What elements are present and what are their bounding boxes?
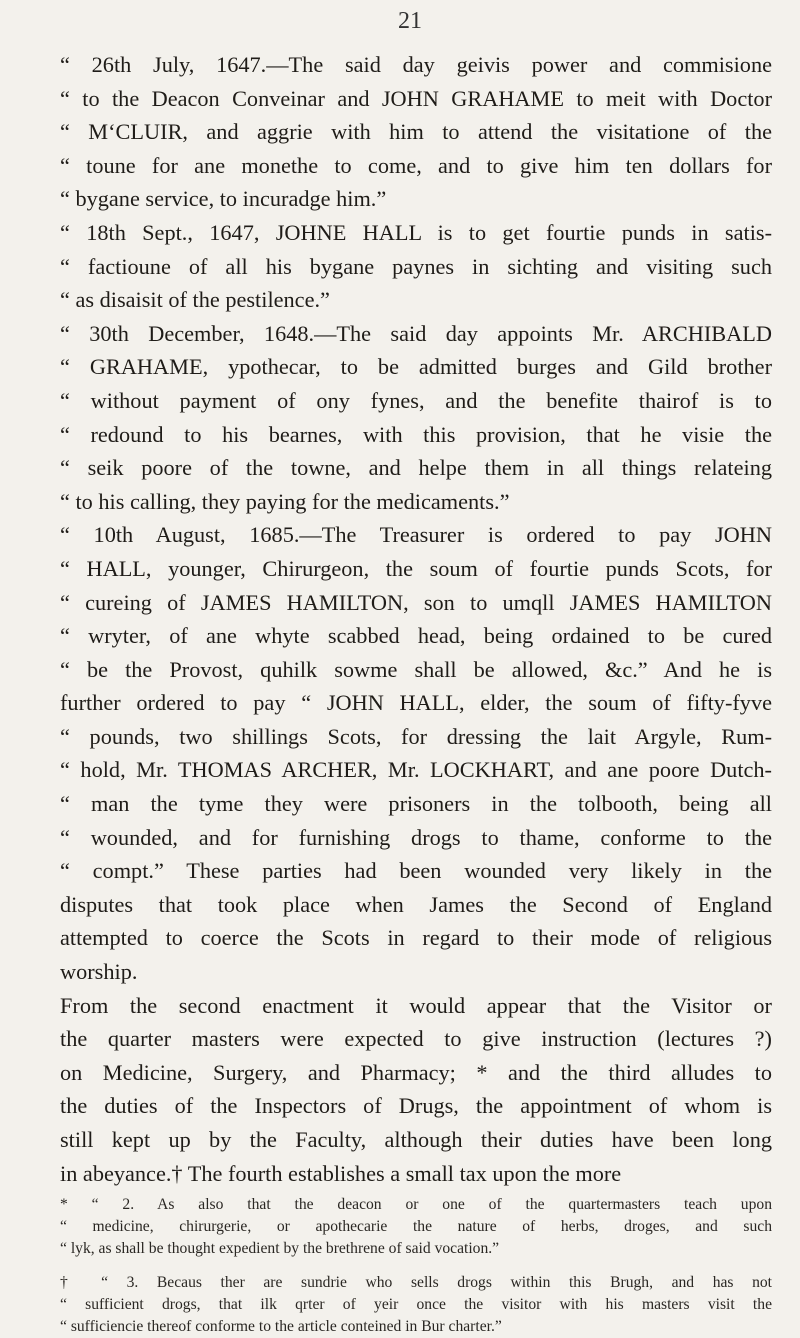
text-line: “ be the Provost, quhilk sowme shall be allowed, &c.” And he is — [60, 656, 772, 682]
text-line: attempted to coerce the Scots in regard to their mode of religious — [60, 925, 772, 951]
page-number: 21 — [398, 8, 422, 34]
footnote-line: “ sufficient drogs, that ilk qrter of yeir once the visitor with his masters visit the — [60, 1296, 772, 1313]
main-text — [60, 48, 772, 1190]
text-line: “ HALL, younger, Chirurgeon, the soum of fourtie punds Scots, for — [60, 555, 772, 581]
text-line: “ toune for ane monethe to come, and to give him ten dollars for — [60, 152, 772, 178]
text-line: From the second enactment it would appear that the Visitor or — [60, 992, 772, 1018]
text-line: “ to the Deacon Conveinar and JOHN GRAHAME to meit with Doctor — [60, 85, 772, 111]
footnote-star — [60, 1194, 772, 1260]
text-line: “ man the tyme they were prisoners in the tolbooth, being all — [60, 791, 772, 817]
text-line: still kept up by the Faculty, although their duties have been long — [60, 1127, 772, 1152]
text-line: “ to his calling, they paying for the medicaments.” — [60, 488, 510, 514]
text-line: “ seik poore of the towne, and helpe them in all things relateing — [60, 455, 772, 481]
footnotes — [60, 1194, 772, 1338]
text-line: the quarter masters were expected to give instruction (lectures ?) — [60, 1026, 772, 1052]
text-line: “ 10th August, 1685.—The Treasurer is ordered to pay JOHN — [60, 522, 772, 548]
text-line: “ M‘CLUIR, and aggrie with him to attend the visitatione of the — [60, 119, 772, 145]
text-line: in abeyance.† The fourth establishes a small tax upon the more — [60, 1160, 622, 1186]
text-line: “ redound to his bearnes, with this provision, that he visie the — [60, 421, 772, 447]
footnote-line: “ sufficiencie thereof conforme to the article conteined in Bur charter.” — [60, 1318, 502, 1335]
footnote-line: “ medicine, chirurgerie, or apothecarie the nature of herbs, droges, and such — [60, 1218, 772, 1235]
footnote-line: * “ 2. As also that the deacon or one of the quartermasters teach upon — [60, 1196, 772, 1213]
text-line: further ordered to pay “ JOHN HALL, elder, the soum of fifty-fyve — [60, 690, 772, 716]
text-line: “ cureing of JAMES HAMILTON, son to umqll JAMES HAMILTON — [60, 589, 772, 615]
text-line: disputes that took place when James the Second of England — [60, 891, 772, 917]
text-line: “ bygane service, to incuradge him.” — [60, 186, 387, 212]
footnote-line: “ lyk, as shall be thought expedient by the brethrene of said vocation.” — [60, 1240, 500, 1257]
text-line: “ GRAHAME, ypothecar, to be admitted burges and Gild brother — [60, 354, 772, 380]
text-line: “ wounded, and for furnishing drogs to thame, conforme to the — [60, 824, 772, 850]
text-line: “ 18th Sept., 1647, JOHNE HALL is to get fourtie punds in satis- — [60, 219, 772, 245]
text-line: “ compt.” These parties had been wounded very likely in the — [60, 858, 772, 884]
text-line: “ factioune of all his bygane paynes in sichting and visiting such — [60, 253, 772, 279]
text-line: “ 30th December, 1648.—The said day appoints Mr. ARCHIBALD — [60, 320, 772, 346]
text-line: “ hold, Mr. THOMAS ARCHER, Mr. LOCKHART, and ane poore Dutch- — [60, 757, 772, 783]
text-line: “ pounds, two shillings Scots, for dressing the lait Argyle, Rum- — [60, 723, 772, 749]
footnote-line: † “ 3. Becaus ther are sundrie who sells drogs within this Brugh, and has not — [60, 1274, 772, 1291]
text-line: worship. — [60, 959, 138, 985]
footnote-dagger — [60, 1272, 772, 1338]
text-line: on Medicine, Surgery, and Pharmacy; * and the third alludes to — [60, 1059, 772, 1085]
text-line: the duties of the Inspectors of Drugs, the appointment of whom is — [60, 1093, 772, 1119]
footnote-gap — [60, 1260, 772, 1272]
text-line: “ wryter, of ane whyte scabbed head, being ordained to be cured — [60, 623, 772, 649]
text-line: “ as disaisit of the pestilence.” — [60, 287, 330, 313]
text-line: “ 26th July, 1647.—The said day geivis power and commisione — [60, 52, 772, 77]
text-line: “ without payment of ony fynes, and the benefite thairof is to — [60, 387, 772, 413]
